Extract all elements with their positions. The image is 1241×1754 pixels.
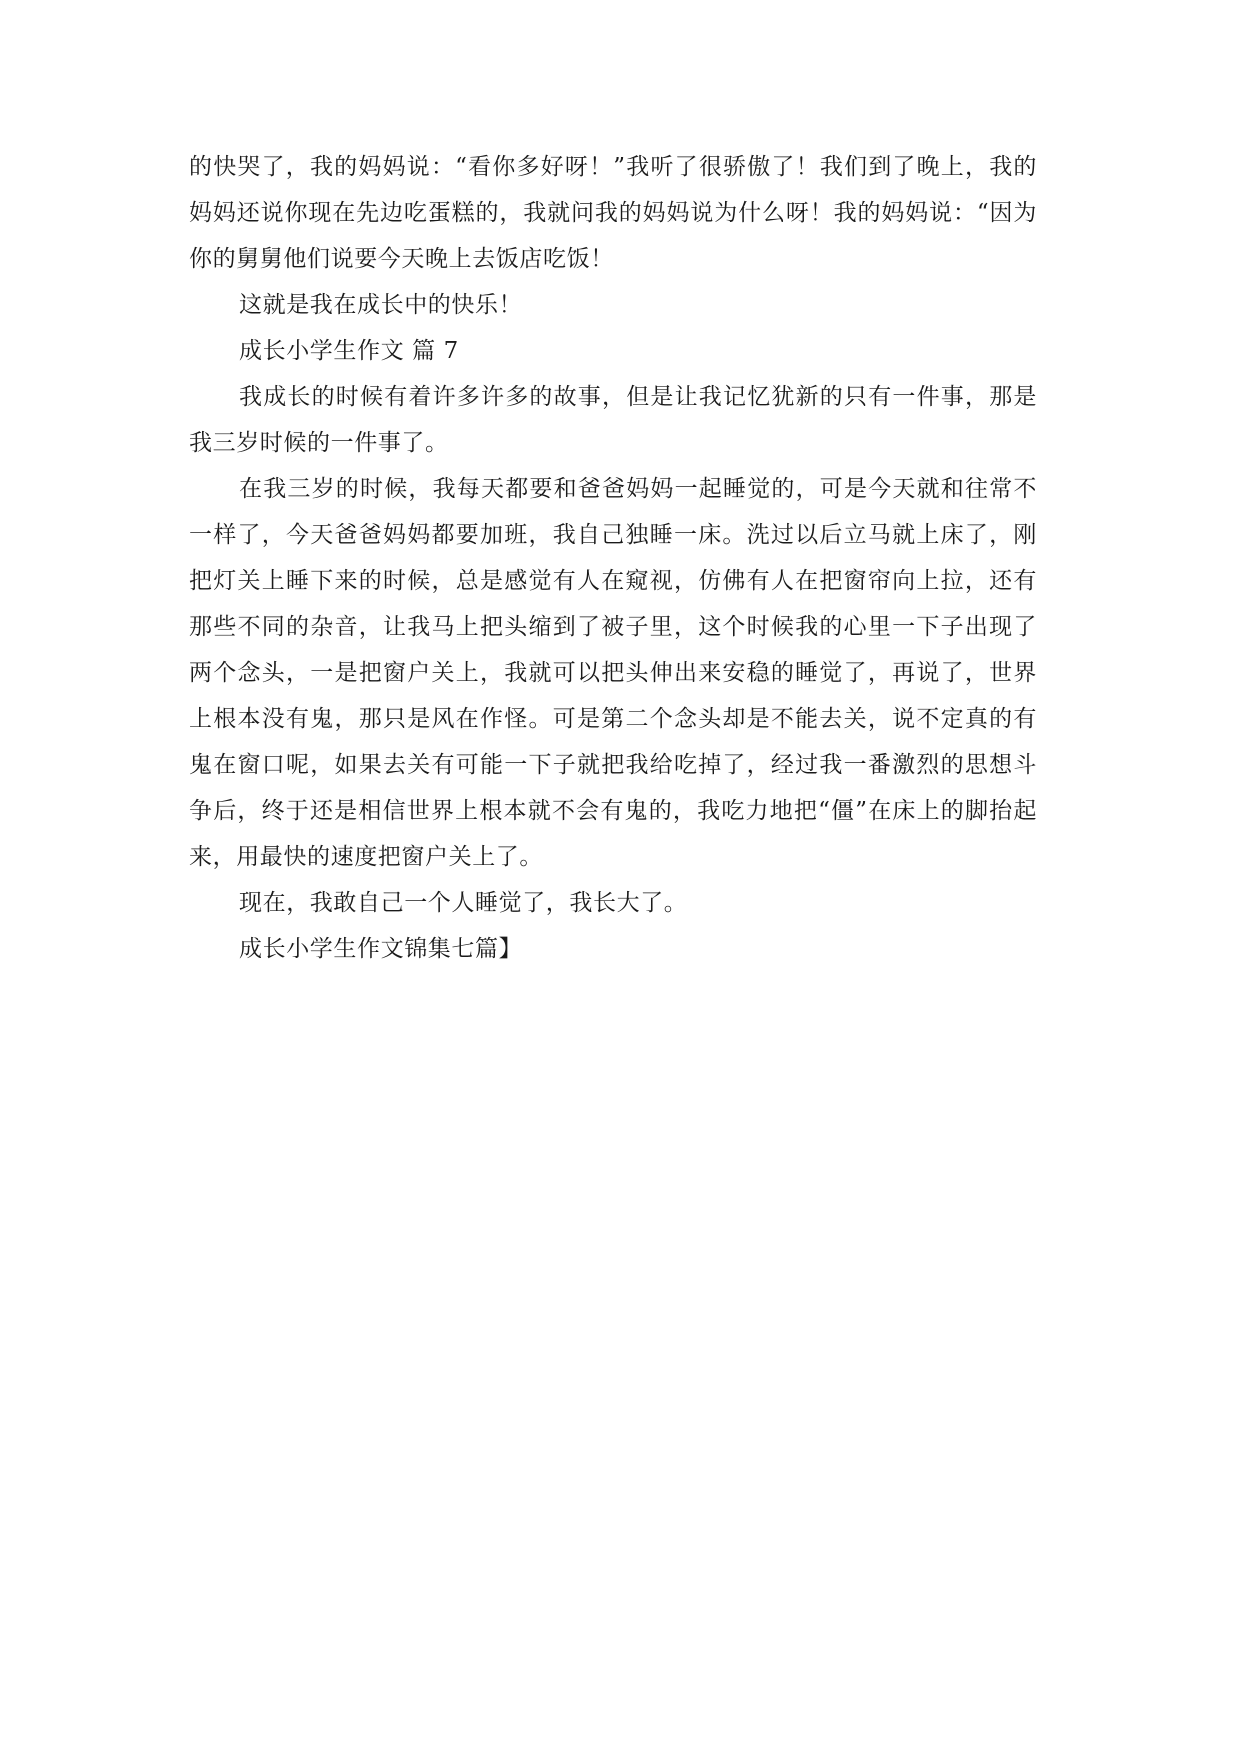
paragraph-closing-title: 成长小学生作文锦集七篇】 — [239, 936, 523, 962]
section-heading: 成长小学生作文 篇 7 — [239, 338, 459, 364]
paragraph-continuation: 的快哭了，我的妈妈说：“看你多好呀！”我听了很骄傲了！我们到了晚上，我的妈妈还说你现在先边吃蛋糕的，我就问我的妈妈说为什么呀！我的妈妈说：“因为你的舅舅他们说要今天晚上去饭店吃饭！ — [189, 154, 1037, 272]
paragraph-story: 在我三岁的时候，我每天都要和爸爸妈妈一起睡觉的，可是今天就和往常不一样了，今天爸爸妈妈都要加班，我自己独睡一床。洗过以后立马就上床了，刚把灯关上睡下来的时候，总是感觉有人在窥视，仿佛有人在把窗帘向上拉，还有那些不同的杂音，让我马上把头缩到了被子里，这个时候我的心里一下子出现了两个念头，一是把窗户关上，我就可以把头伸出来安稳的睡觉了，再说了，世界上根本没有鬼，那只是风在作怪。可是第二个念头却是不能去关，说不定真的有鬼在窗口呢，如果去关有可能一下子就把我给吃掉了，经过我一番激烈的思想斗争后，终于还是相信世界上根本就不会有鬼的，我吃力地把“僵”在床上的脚抬起来，用最快的速度把窗户关上了。 — [189, 476, 1037, 870]
document-body — [189, 144, 1037, 972]
paragraph-happiness-conclusion: 这就是我在成长中的快乐！ — [239, 292, 523, 318]
paragraph-conclusion: 现在，我敢自己一个人睡觉了，我长大了。 — [239, 890, 688, 916]
paragraph-intro: 我成长的时候有着许多许多的故事，但是让我记忆犹新的只有一件事，那是我三岁时候的一件事了。 — [189, 384, 1037, 456]
